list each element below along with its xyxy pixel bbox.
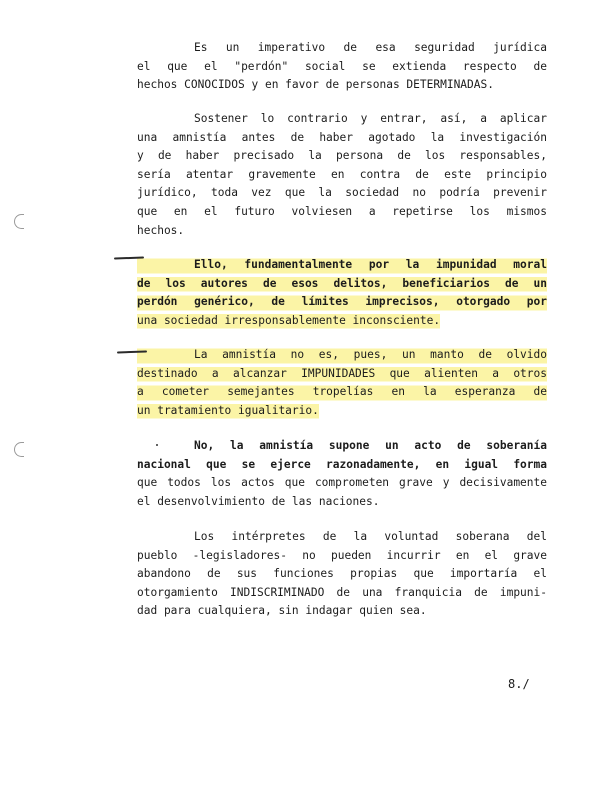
text-line: destinado a alcanzar IMPUNIDADES que alienten a otros (137, 365, 547, 384)
highlighted-text: una sociedad irresponsablemente inconsciente. (137, 312, 440, 331)
text-line: otorgamiento INDISCRIMINADO de una franquicia de impuni- (137, 585, 547, 599)
paragraph-3-highlighted (137, 256, 547, 330)
text-line: a cometer semejantes tropelías en la esperanza de (137, 383, 547, 402)
text-line (137, 312, 547, 331)
text-line: No, la amnistía supone un acto de soberanía (194, 439, 547, 452)
text-line: hechos CONOCIDOS y en favor de personas DETERMINADAS. (137, 78, 494, 92)
text-line: Es un imperativo de esa seguridad jurídica (194, 41, 547, 54)
text-line: Ello, fundamentalmente por la impunidad moral (137, 256, 547, 275)
paragraph-1 (137, 39, 547, 95)
paragraph-6 (137, 528, 547, 621)
text-line: pueblo -legisladores- no pueden incurrir en el grave (137, 548, 547, 562)
text-line (137, 402, 547, 421)
punch-hole (14, 442, 24, 457)
text-line: que en el futuro volviesen a repetirse los mismos (137, 204, 547, 218)
text-line: una amnistía antes de haber agotado la investigación (137, 130, 547, 144)
highlighted-text: un tratamiento igualitario. (137, 402, 319, 421)
page-number: 8./ (508, 677, 530, 691)
margin-dot (156, 444, 158, 446)
text-line: que todos los actos que comprometen grave y decisivamente (137, 476, 547, 490)
text-line: sería atentar gravemente en contra de este principio (137, 167, 547, 181)
text-line: el que el "perdón" social se extienda respecto de (137, 59, 547, 73)
text-line: dad para cualquiera, sin indagar quien sea. (137, 604, 427, 618)
paragraph-2 (137, 110, 547, 240)
paragraph-5 (137, 437, 547, 511)
text-line: y de haber precisado la persona de los responsables, (137, 149, 547, 163)
text-line: abandono de sus funciones propias que importaría el (137, 567, 547, 581)
text-line: de los autores de esos delitos, beneficiarios de un (137, 275, 547, 294)
text-line: hechos. (137, 223, 185, 237)
paragraph-4-highlighted (137, 346, 547, 420)
text-line: jurídico, toda vez que la sociedad no podría prevenir (137, 186, 547, 200)
text-line: Los intérpretes de la voluntad soberana del (194, 530, 547, 543)
text-line: Sostener lo contrario y entrar, así, a aplicar (194, 112, 547, 125)
text-line: perdón genérico, de límites imprecisos, otorgado por (137, 293, 547, 312)
text-line: La amnistía no es, pues, un manto de olvido (137, 346, 547, 365)
text-line: el desenvolvimiento de las naciones. (137, 494, 380, 508)
punch-hole (14, 214, 24, 229)
text-line: nacional que se ejerce razonadamente, en igual forma (137, 457, 547, 471)
